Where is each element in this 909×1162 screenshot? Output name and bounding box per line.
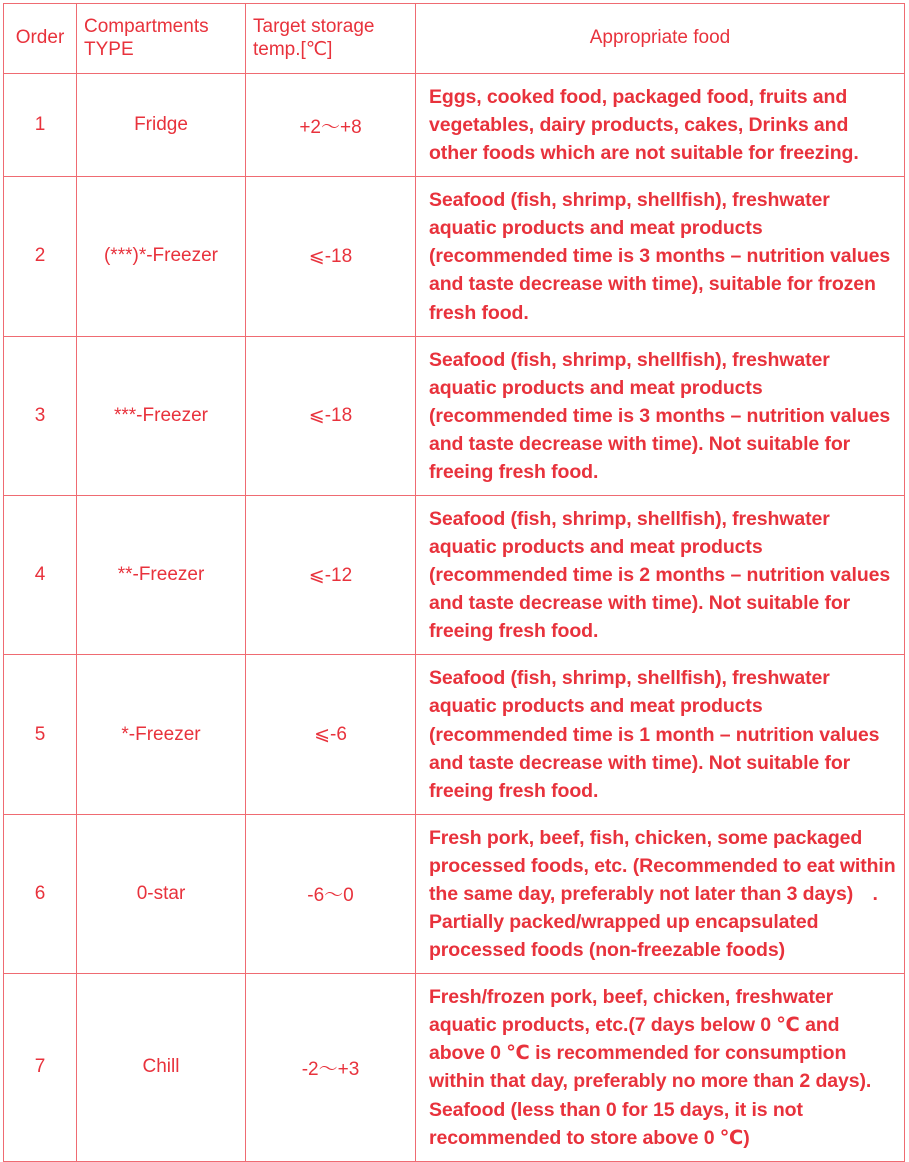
- food-paragraph: Eggs, cooked food, packaged food, fruits and vegetables, dairy products, cakes, Drinks and other foods which are not suitable for freezing.: [429, 86, 859, 165]
- cell-appropriate-food: [416, 814, 905, 973]
- cell-order: 4: [4, 496, 77, 655]
- cell-target-temperature: +2～+8: [246, 74, 416, 177]
- cell-appropriate-food: [416, 336, 905, 495]
- cell-order: 5: [4, 655, 77, 814]
- cell-compartment-type: *-Freezer: [77, 655, 246, 814]
- cell-appropriate-food: [416, 177, 905, 336]
- cell-target-temperature: -6～0: [246, 814, 416, 973]
- food-paragraph: Seafood (fish, shrimp, shellfish), freshwater aquatic products and meat products (recommended time is 3 months – nutrition values and taste decrease with time). Not suitable for freeing fresh food.: [429, 348, 891, 483]
- cell-appropriate-food: [416, 496, 905, 655]
- table-body: [4, 74, 905, 1162]
- cell-order: 1: [4, 74, 77, 177]
- cell-compartment-type: **-Freezer: [77, 496, 246, 655]
- cell-order: 6: [4, 814, 77, 973]
- cell-compartment-type: Fridge: [77, 74, 246, 177]
- food-paragraph: Seafood (less than 0 for 15 days, it is not recommended to store above 0 ℃): [429, 1098, 803, 1149]
- cell-compartment-type: (***)*-Freezer: [77, 177, 246, 336]
- table-row: [4, 655, 905, 814]
- cell-appropriate-food: [416, 74, 905, 177]
- table-row: [4, 814, 905, 973]
- food-paragraph: Partially packed/wrapped up encapsulated processed foods (non-freezable foods): [429, 911, 819, 962]
- cell-compartment-type: ***-Freezer: [77, 336, 246, 495]
- column-header-target-storage-temp: [246, 4, 416, 74]
- cell-target-temperature: ⩽-18: [246, 336, 416, 495]
- cell-order: 7: [4, 974, 77, 1161]
- table-row: [4, 177, 905, 336]
- table-row: [4, 74, 905, 177]
- table-row: [4, 336, 905, 495]
- food-paragraph: Fresh/frozen pork, beef, chicken, freshwater aquatic products, etc.(7 days below 0 ℃ and above 0 ℃ is recommended for consumption within that day, preferably no more than 2 days).: [429, 986, 872, 1093]
- column-header-target-storage-temp-line2: temp.[℃]: [253, 39, 333, 60]
- cell-compartment-type: Chill: [77, 974, 246, 1161]
- column-header-appropriate-food: Appropriate food: [416, 4, 905, 74]
- table-row: [4, 974, 905, 1161]
- column-header-order: Order: [4, 4, 77, 74]
- food-paragraph: Seafood (fish, shrimp, shellfish), freshwater aquatic products and meat products (recommended time is 1 month – nutrition values and taste decrease with time). Not suitable for freeing fresh food.: [429, 667, 880, 802]
- food-paragraph: Seafood (fish, shrimp, shellfish), freshwater aquatic products and meat products (recommended time is 2 months – nutrition values and taste decrease with time). Not suitable for freeing fresh food.: [429, 508, 891, 643]
- column-header-compartments-type-line2: TYPE: [84, 39, 134, 60]
- cell-appropriate-food: [416, 655, 905, 814]
- table-row: [4, 496, 905, 655]
- cell-order: 2: [4, 177, 77, 336]
- cell-target-temperature: -2～+3: [246, 974, 416, 1161]
- cell-compartment-type: 0-star: [77, 814, 246, 973]
- column-header-target-storage-temp-line1: Target storage: [253, 15, 375, 37]
- column-header-compartments-type: [77, 4, 246, 74]
- cell-appropriate-food: [416, 974, 905, 1161]
- table-header: [4, 4, 905, 74]
- cell-target-temperature: ⩽-12: [246, 496, 416, 655]
- header-row: [4, 4, 905, 74]
- column-header-compartments-type-line1: Compartments: [84, 15, 209, 37]
- compartment-storage-table: [3, 3, 905, 1162]
- cell-target-temperature: ⩽-18: [246, 177, 416, 336]
- cell-target-temperature: ⩽-6: [246, 655, 416, 814]
- cell-order: 3: [4, 336, 77, 495]
- food-paragraph: Fresh pork, beef, fish, chicken, some packaged processed foods, etc. (Recommended to eat within the same day, preferably not later than 3 days) .: [429, 826, 896, 905]
- food-paragraph: Seafood (fish, shrimp, shellfish), freshwater aquatic products and meat products (recommended time is 3 months – nutrition values and taste decrease with time), suitable for frozen fresh food.: [429, 189, 891, 324]
